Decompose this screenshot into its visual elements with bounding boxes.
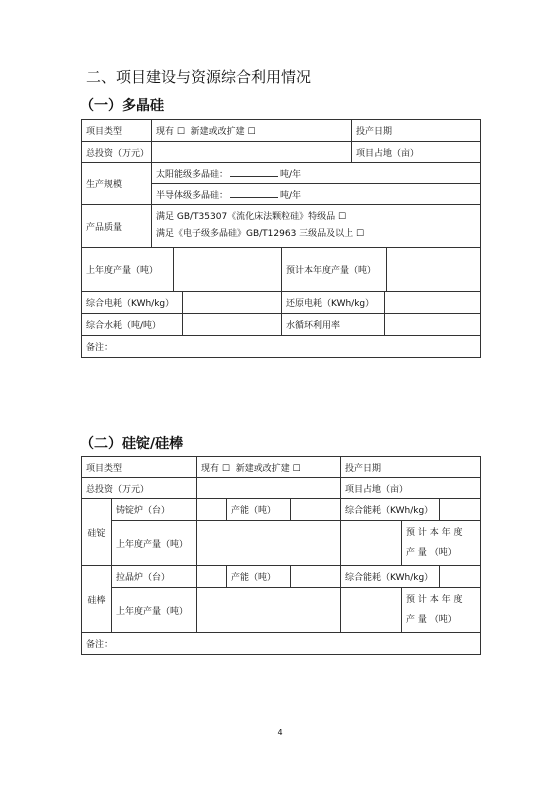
solar-row[interactable]: 太阳能级多晶硅： 吨/年 [152,163,481,184]
furnace-label-2: 拉晶炉（台） [112,566,197,588]
start-date-label: 投产日期 [352,120,481,142]
water-label: 综合水耗（吨/吨） [82,314,183,335]
project-type-options-2[interactable] [197,457,341,478]
semi-row[interactable]: 半导体级多晶硅： 吨/年 [152,184,481,205]
land-label: 项目占地（亩） [352,142,481,163]
furnace-field-2[interactable] [197,566,227,588]
capacity-field-1[interactable] [291,499,341,521]
total-invest-label-2: 总投资（万元） [82,478,197,499]
last-output-label: 上年度产量（吨） [82,248,174,291]
remark-field-2[interactable]: 备注： [82,633,481,655]
project-type-label: 项目类型 [82,120,152,142]
energy-label-2: 综合能耗（KWh/kg） [341,566,440,587]
project-type-options[interactable] [152,120,352,142]
energy-field-2[interactable] [440,566,480,587]
water-field[interactable] [183,314,281,335]
quality-option-1[interactable]: 满足 GB/T35307《流化床法颗粒硅》特级品 ☐ [156,212,347,222]
new-build-checkbox-2[interactable]: 新建或改扩建 ☐ [235,463,301,474]
polysilicon-heading: （一）多晶硅 [80,98,164,114]
reduction-power-field[interactable] [385,292,480,313]
total-invest-field-2[interactable] [197,478,341,499]
energy-label-1: 综合能耗（KWh/kg） [341,499,440,520]
remark-field[interactable]: 备注： [82,336,481,358]
last-output-label-1: 上年度产量（吨） [112,521,197,565]
land-label-2: 项目占地（亩） [341,478,481,499]
capacity-label-1: 产能（吨） [227,499,291,521]
water-cycle-field[interactable] [385,314,480,335]
polysilicon-table [81,119,481,358]
capacity-field-2[interactable] [291,566,341,588]
section-title: 二、项目建设与资源综合利用情况 [86,68,312,86]
existing-checkbox[interactable]: 现有 ☐ [156,127,185,137]
ingot-row-label: 硅锭 [82,499,112,566]
ingot-heading: （二）硅锭/硅棒 [80,436,184,452]
existing-checkbox-2[interactable]: 现有 ☐ [201,463,230,474]
scale-label: 生产规模 [82,163,152,205]
last-output-field-2[interactable] [197,588,340,632]
est-output-label: 预计本年度产量（吨） [282,248,387,291]
last-output-field-1[interactable] [197,521,340,565]
project-type-label-2: 项目类型 [82,457,197,478]
water-cycle-label: 水循环利用率 [282,314,385,335]
last-output-label-2: 上年度产量（吨） [112,588,197,632]
total-invest-label: 总投资（万元） [82,142,152,163]
reduction-power-label: 还原电耗（KWh/kg） [282,292,385,313]
capacity-label-2: 产能（吨） [227,566,291,588]
furnace-label-1: 铸锭炉（台） [112,499,197,521]
power-field[interactable] [183,292,281,313]
quality-option-2[interactable]: 满足《电子级多晶硅》GB/T12963 三级品及以上 ☐ [156,229,365,239]
rod-row-label: 硅棒 [82,566,112,633]
est-output-field[interactable] [387,248,480,291]
quality-label: 产品质量 [82,205,152,248]
energy-field-1[interactable] [440,499,480,520]
total-invest-field[interactable] [152,142,352,163]
page-number: 4 [277,728,283,737]
new-build-checkbox[interactable]: 新建或改扩建 ☐ [190,127,256,137]
furnace-field-1[interactable] [197,499,227,521]
start-date-label-2: 投产日期 [341,457,481,478]
ingot-table [81,456,481,655]
quality-options[interactable] [152,205,481,248]
est-output-label-2: 预 计 本 年 度 产 量 （吨） [406,595,463,625]
est-output-label-1: 预 计 本 年 度 产 量 （吨） [406,528,463,558]
last-output-field[interactable] [174,248,281,291]
power-label: 综合电耗（KWh/kg） [82,292,183,313]
